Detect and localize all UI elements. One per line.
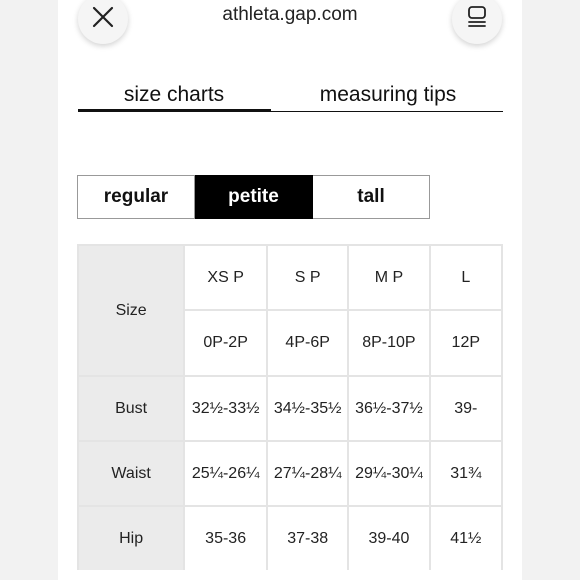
size-label: M P [348,245,429,310]
size-chart-table[interactable] [77,244,503,570]
table-cell: 37-38 [267,506,348,570]
row-label-waist: Waist [78,441,184,506]
fit-option-petite[interactable]: petite [195,175,313,219]
tab-measuring-tips[interactable]: measuring tips [319,82,457,106]
table-cell: 31¾ [430,441,502,506]
numeric-size: 12P [430,310,502,376]
fit-option-tall[interactable]: tall [313,175,430,219]
site-domain: athleta.gap.com [222,4,358,25]
size-label: XS P [184,245,267,310]
table-cell: 36½-37½ [348,376,429,441]
table-cell: 35-36 [184,506,267,570]
table-cell: 39-40 [348,506,429,570]
numeric-size: 8P-10P [348,310,429,376]
table-cell: 39- [430,376,502,441]
size-label: S P [267,245,348,310]
row-label-hip: Hip [78,506,184,570]
table-row [78,506,502,570]
row-label-bust: Bust [78,376,184,441]
table-cell: 34½-35½ [267,376,348,441]
numeric-size: 4P-6P [267,310,348,376]
size-tabs [78,78,503,114]
fit-selector [77,175,430,219]
size-header: Size [78,245,184,376]
table-cell: 29¼-30¼ [348,441,429,506]
table-row [78,376,502,441]
active-tab-indicator [78,109,271,112]
tab-size-charts[interactable]: size charts [123,82,225,106]
menu-icon [466,5,488,34]
table-cell: 32½-33½ [184,376,267,441]
table-cell: 41½ [430,506,502,570]
size-label: L [430,245,502,310]
table-row [78,441,502,506]
numeric-size: 0P-2P [184,310,267,376]
table-cell: 27¼-28¼ [267,441,348,506]
table-cell: 25¼-26¼ [184,441,267,506]
fit-option-regular[interactable]: regular [77,175,195,219]
